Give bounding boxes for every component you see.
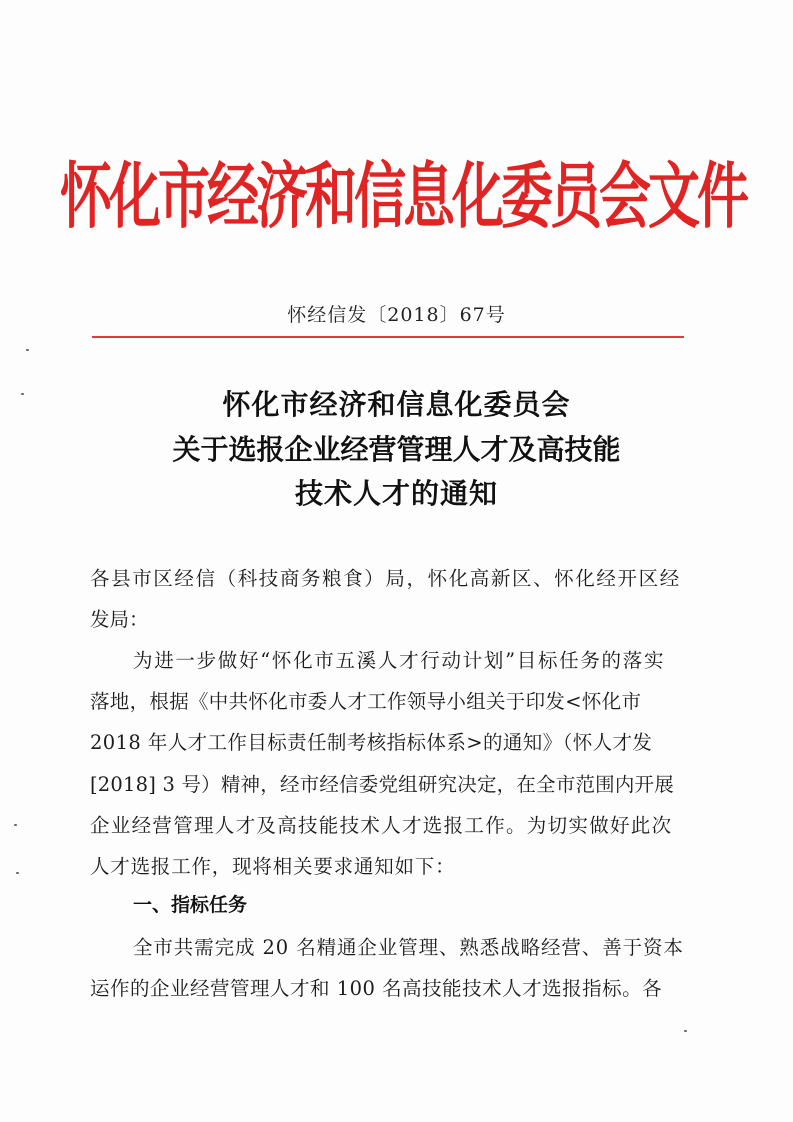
scan-speck xyxy=(16,872,19,874)
body-line: 发局： xyxy=(90,608,149,631)
body-line: 企业经营管理人才及高技能技术人才选报工作。为切实做好此次 xyxy=(90,814,673,837)
body-line: 落地，根据《中共怀化市委人才工作领导小组关于印发<怀化市 xyxy=(90,690,642,713)
body-line: 全市共需完成 20 名精通企业管理、熟悉战略经营、善于资本 xyxy=(133,936,684,959)
masthead-title: 怀化市经济和信息化委员会文件 xyxy=(60,155,747,239)
scan-speck xyxy=(684,1030,687,1032)
body-line: [2018] 3 号）精神，经市经信委党组研究决定，在全市范围内开展 xyxy=(90,773,674,796)
body-line: 各县市区经信（科技商务粮食）局，怀化高新区、怀化经开区经 xyxy=(90,567,681,590)
body-line: 人才选报工作，现将相关要求通知如下： xyxy=(90,855,456,878)
notice-title-line-1: 怀化市经济和信息化委员会 xyxy=(222,388,571,421)
red-divider-line xyxy=(92,336,684,338)
body-line: 2018 年人才工作目标责任制考核指标体系>的通知》（怀人才发 xyxy=(90,731,653,754)
scan-speck xyxy=(21,393,24,395)
scan-speck xyxy=(26,349,29,351)
document-number: 怀经信发〔2018〕67号 xyxy=(287,304,506,326)
section-heading-1: 一、指标任务 xyxy=(133,894,248,916)
body-line: 为进一步做好“怀化市五溪人才行动计划”目标任务的落实 xyxy=(133,649,666,672)
notice-title-line-3: 技术人才的通知 xyxy=(294,477,498,510)
body-line: 运作的企业经营管理人才和 100 名高技能技术人才选报指标。各 xyxy=(90,977,663,1000)
notice-title-line-2: 关于选报企业经营管理人才及高技能 xyxy=(172,433,621,466)
scan-speck xyxy=(14,824,17,826)
